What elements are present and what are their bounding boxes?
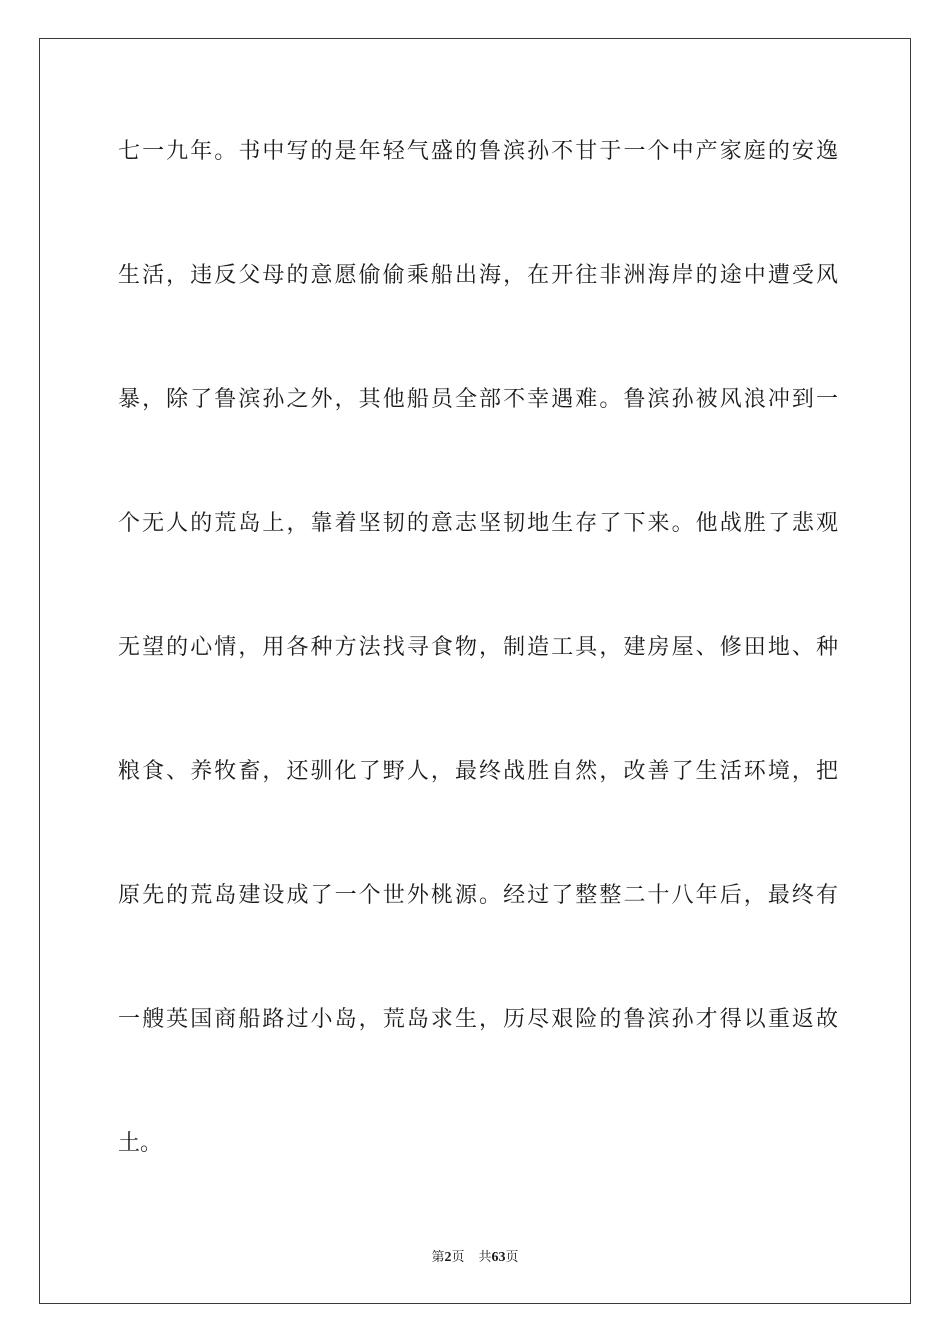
total-pages: 63 [491,1250,506,1265]
body-text-line-3: 暴，除了鲁滨孙之外，其他船员全部不幸遇难。鲁滨孙被风浪冲到一 [118,387,838,412]
page-prefix: 第 [431,1250,445,1265]
body-text-line-8: 一艘英国商船路过小岛，荒岛求生，历尽艰险的鲁滨孙才得以重返故 [118,1007,838,1032]
total-suffix: 页 [505,1250,519,1265]
body-text-line-1: 七一九年。书中写的是年轻气盛的鲁滨孙不甘于一个中产家庭的安逸 [118,139,838,164]
body-text-line-6: 粮食、养牧畜，还驯化了野人，最终战胜自然，改善了生活环境，把 [118,759,838,784]
page-number: 2 [444,1250,452,1265]
page-suffix: 页 [451,1250,465,1265]
total-prefix: 共 [478,1250,492,1265]
page-border [39,38,911,1304]
body-text-line-9: 土。 [118,1131,163,1156]
body-text-line-2: 生活，违反父母的意愿偷偷乘船出海，在开往非洲海岸的途中遭受风 [118,263,838,288]
body-text-line-7: 原先的荒岛建设成了一个世外桃源。经过了整整二十八年后，最终有 [118,883,838,908]
body-text-line-4: 个无人的荒岛上，靠着坚韧的意志坚韧地生存了下来。他战胜了悲观 [118,511,838,536]
body-text-line-5: 无望的心情，用各种方法找寻食物，制造工具，建房屋、修田地、种 [118,635,838,660]
page-footer [0,1246,950,1266]
